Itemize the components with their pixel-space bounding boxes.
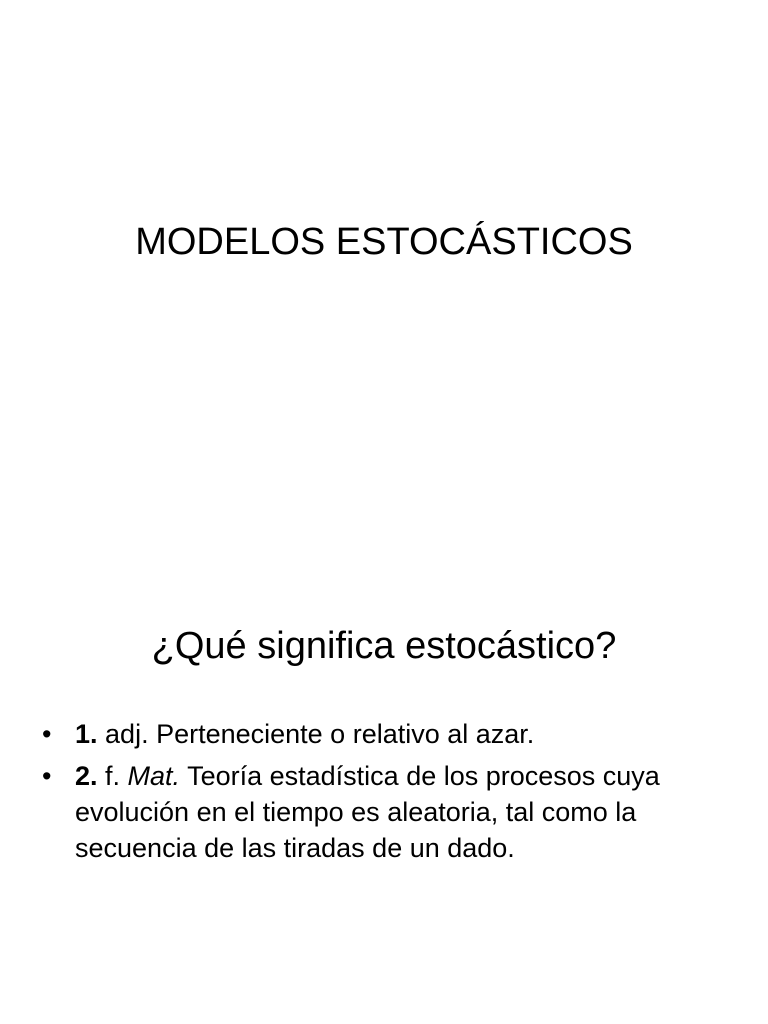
definition-item-2: [40, 758, 720, 866]
definition-number: 2.: [75, 761, 98, 791]
bullet-icon: •: [42, 719, 52, 749]
definition-item-1: [40, 716, 720, 752]
definition-field: Mat.: [127, 761, 181, 791]
slide-2-title: ¿Qué significa estocástico?: [151, 625, 617, 667]
definition-number: 1.: [75, 719, 98, 749]
slide-definition: [0, 512, 768, 1024]
definition-text: Teoría estadística de los procesos cuya evolución en el tiempo es aleatoria, tal como la secuencia de las tiradas de un dado.: [75, 761, 660, 863]
bullet-icon: •: [42, 761, 52, 791]
definition-text: adj. Perteneciente o relativo al azar.: [97, 719, 535, 749]
definition-list: [40, 716, 720, 872]
definition-category: f.: [97, 761, 128, 791]
slide-1-title: MODELOS ESTOCÁSTICOS: [135, 221, 633, 263]
